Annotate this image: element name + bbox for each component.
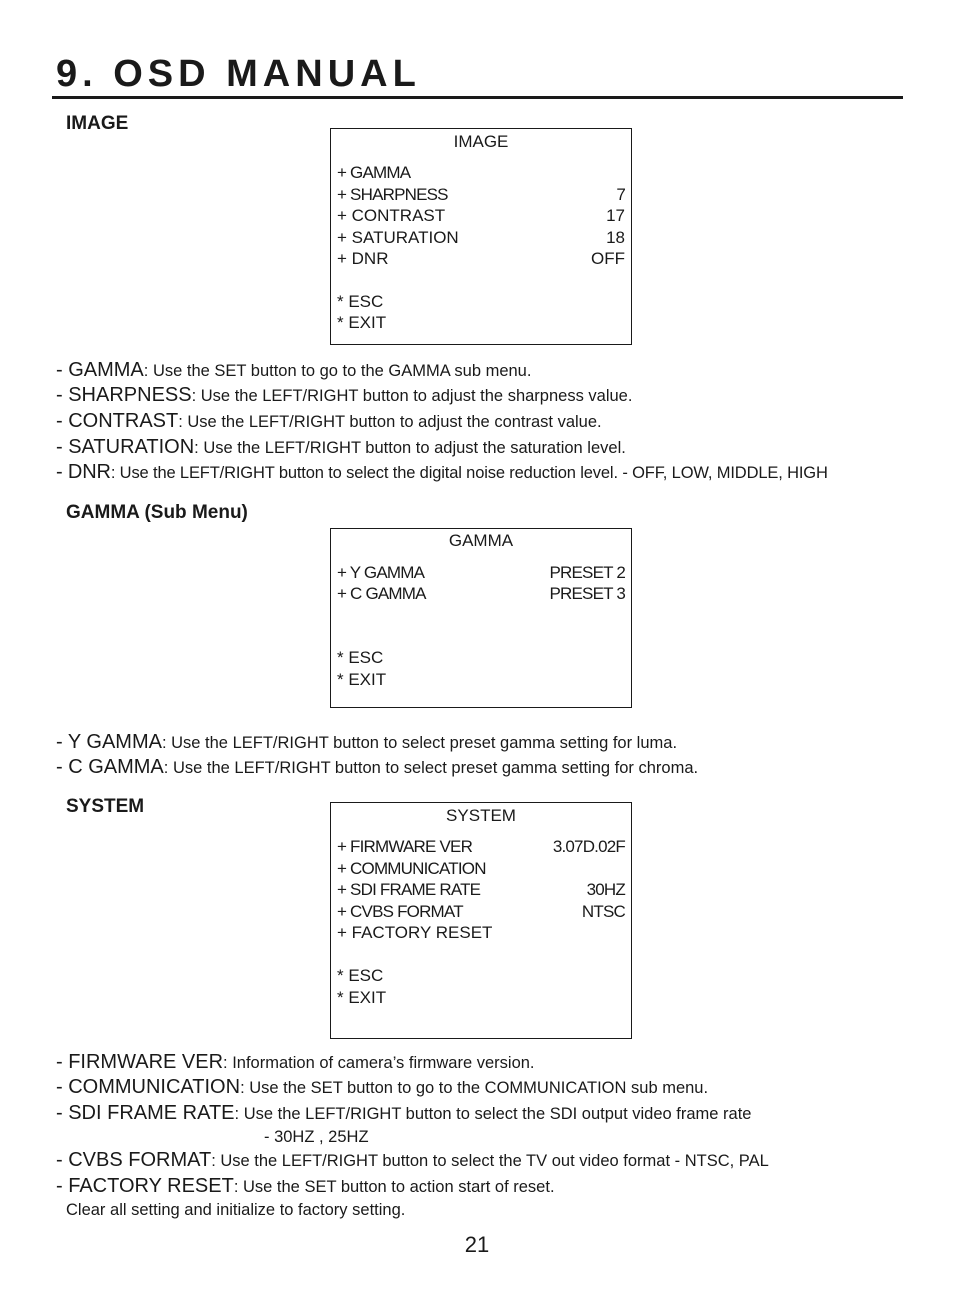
osd-menu-title: GAMMA [448,531,514,550]
description-item: - DNR: Use the LEFT/RIGHT button to select the digital noise reduction level. - OFF, LOW, MIDDLE, HIGH [56,461,828,483]
section-heading-system: SYSTEM [66,796,145,817]
description-item: - CVBS FORMAT: Use the LEFT/RIGHT button to select the TV out video format - NTSC, PAL [56,1149,769,1171]
description-item: - SHARPNESS: Use the LEFT/RIGHT button to adjust the sharpness value. [56,384,633,406]
factory-reset-note: Clear all setting and initialize to factory setting. [66,1201,406,1219]
description-item: - FIRMWARE VER: Information of camera’s firmware version. [56,1051,535,1073]
description-item: - CONTRAST: Use the LEFT/RIGHT button to adjust the contrast value. [56,410,602,432]
description-item: - SDI FRAME RATE: Use the LEFT/RIGHT button to select the SDI output video frame rate [56,1102,752,1124]
osd-menu-image: IMAGE + GAMMA + SHARPNESS 7 + CONTRAST 17 + SATURATION 18 + DNR OFF * ESC * EXIT [330,128,632,345]
description-item: - FACTORY RESET: Use the SET button to action start of reset. [56,1175,555,1197]
page-number: 21 [464,1232,490,1257]
osd-menu-title: SYSTEM [446,806,516,825]
description-item: - C GAMMA: Use the LEFT/RIGHT button to select preset gamma setting for chroma. [56,756,699,778]
description-item: - Y GAMMA: Use the LEFT/RIGHT button to select preset gamma setting for luma. [56,731,678,753]
description-item: - GAMMA: Use the SET button to go to the GAMMA sub menu. [56,359,532,381]
sdi-frame-rate-options: - 30HZ , 25HZ [264,1128,369,1146]
osd-menu-system: SYSTEM + FIRMWARE VER 3.07D.02F + COMMUNICATION + SDI FRAME RATE 30HZ + CVBS FORMAT NTSC + FACTORY RESET * ESC * EXIT [330,802,632,1039]
osd-menu-title: IMAGE [453,132,509,151]
page-title: 9. OSD MANUAL [56,53,421,95]
section-heading-gamma: GAMMA (Sub Menu) [66,502,248,523]
description-item: - COMMUNICATION: Use the SET button to go to the COMMUNICATION sub menu. [56,1076,709,1098]
description-item: - SATURATION: Use the LEFT/RIGHT button to adjust the saturation level. [56,436,626,458]
section-heading-image: IMAGE [66,113,129,134]
title-rule [52,96,903,99]
osd-menu-gamma: GAMMA + Y GAMMA PRESET 2 + C GAMMA PRESET 3 * ESC * EXIT [330,528,632,708]
